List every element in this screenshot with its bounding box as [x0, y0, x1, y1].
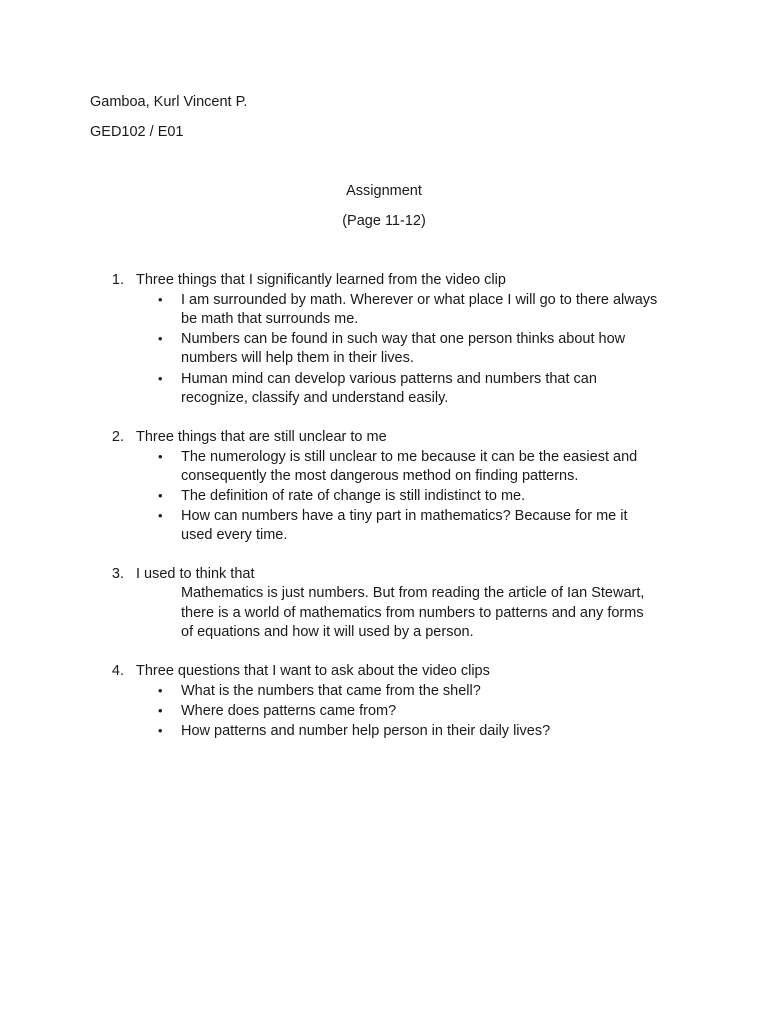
section-heading: Three questions that I want to ask about the video clips — [136, 663, 490, 679]
list-item: How can numbers have a tiny part in mathematics? Because for me it — [181, 508, 628, 524]
list-item-continuation: used every time. — [181, 527, 288, 543]
list-item-continuation: be math that surrounds me. — [181, 311, 359, 327]
list-item: Numbers can be found in such way that one person thinks about how — [181, 331, 626, 347]
section-number: 3. — [111, 566, 124, 582]
bullet-icon: • — [158, 703, 163, 718]
student-name: Gamboa, Kurl Vincent P. — [90, 94, 248, 110]
bullet-icon: • — [158, 292, 163, 307]
assignment-title: Assignment — [346, 183, 422, 199]
bullet-icon: • — [158, 488, 163, 503]
list-item: What is the numbers that came from the shell? — [181, 683, 481, 699]
paragraph-line: Mathematics is just numbers. But from reading the article of Ian Stewart, — [181, 585, 645, 601]
section-number: 4. — [111, 663, 124, 679]
page-range: (Page 11-12) — [342, 213, 426, 229]
bullet-icon: • — [158, 449, 163, 464]
section-heading: Three things that I significantly learned from the video clip — [136, 272, 506, 288]
bullet-icon: • — [158, 723, 163, 738]
section-number: 2. — [111, 429, 124, 445]
paragraph-line: there is a world of mathematics from numbers to patterns and any forms — [181, 605, 644, 621]
bullet-icon: • — [158, 683, 163, 698]
list-item: How patterns and number help person in their daily lives? — [181, 723, 551, 739]
list-item-continuation: recognize, classify and understand easily. — [181, 390, 449, 406]
paragraph-line: of equations and how it will used by a person. — [181, 624, 474, 640]
bullet-icon: • — [158, 331, 163, 346]
list-item: I am surrounded by math. Wherever or what place I will go to there always — [181, 292, 658, 308]
section-heading: I used to think that — [136, 566, 255, 582]
list-item: Where does patterns came from? — [181, 703, 397, 719]
section-heading: Three things that are still unclear to me — [136, 429, 387, 445]
course-code: GED102 / E01 — [90, 124, 184, 140]
list-item: The numerology is still unclear to me because it can be the easiest and — [181, 449, 638, 465]
section-number: 1. — [111, 272, 124, 288]
list-item: Human mind can develop various patterns and numbers that can — [181, 371, 597, 387]
list-item-continuation: numbers will help them in their lives. — [181, 350, 414, 366]
bullet-icon: • — [158, 371, 163, 386]
bullet-icon: • — [158, 508, 163, 523]
list-item-continuation: consequently the most dangerous method on finding patterns. — [181, 468, 579, 484]
list-item: The definition of rate of change is still indistinct to me. — [181, 488, 526, 504]
